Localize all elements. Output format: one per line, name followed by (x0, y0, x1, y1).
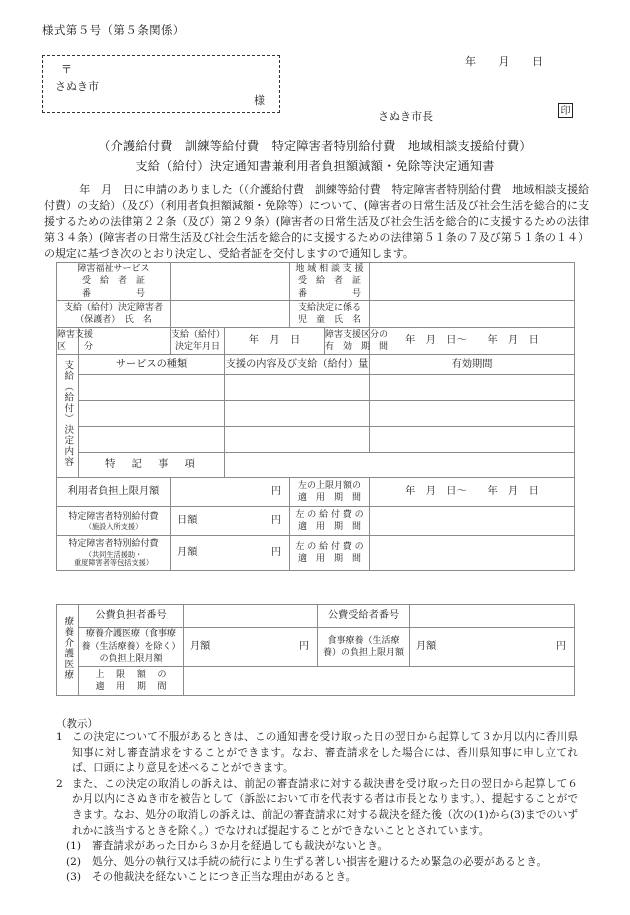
public-recipient-number-input[interactable] (410, 605, 575, 628)
seal-icon: 印 (558, 103, 573, 118)
medical-period-value[interactable] (184, 667, 575, 696)
category-period-label-l1: 障害支援区分の (325, 329, 389, 340)
valid-period-value-3[interactable] (370, 427, 575, 453)
beneficiary-name-label-l1: 支給（給付）決定障害者 (64, 302, 164, 313)
valid-period-value-2[interactable] (370, 401, 575, 427)
support-category-label (57, 328, 94, 355)
child-name-label-l2: 児 童 氏 名 (298, 315, 362, 326)
support-category-label-l2: 区 分 (57, 342, 94, 353)
notice-subitem-3-number: (3) (66, 871, 82, 884)
medical-cap-amount-label: 月額 (190, 640, 211, 652)
special-daily-label (57, 507, 171, 536)
notice-item-1 (56, 730, 578, 777)
user-cap-amount[interactable] (171, 478, 290, 507)
beneficiary-name-label-l2: （保護者） 氏 名 (75, 315, 152, 326)
notice-subitem-1 (66, 839, 578, 855)
regional-number-label (290, 263, 370, 301)
medical-vertical-text: 療養介護医療 (62, 615, 74, 681)
special-daily-label-sub: （施設入所支援） (84, 522, 143, 532)
issue-date-month: 月 (498, 55, 510, 68)
medical-cap-label-l3: の負担上限月額 (99, 654, 163, 665)
meal-cap-amount[interactable] (410, 628, 575, 667)
table-row-decision-header (57, 355, 575, 375)
public-payer-number-input[interactable] (184, 605, 318, 628)
user-cap-period-label-l1: 左の上限月額の (298, 480, 362, 491)
special-monthly-period-label-l1: 左 の 給 付 費 の (295, 541, 364, 552)
table-row-public-numbers (57, 605, 575, 628)
meal-cap-amount-row[interactable] (410, 640, 574, 654)
regional-number-label-l3: 番 号 (298, 288, 362, 299)
notice-item-1-number: 1 (56, 731, 63, 743)
notice-subitem-3 (66, 870, 578, 886)
special-monthly-label-main: 特定障害者特別給付費 (68, 539, 159, 550)
support-category-label-l1: 障害支援 (57, 329, 94, 340)
table-row-recipient-number (57, 263, 575, 301)
issuer-name: さぬき市長 (378, 110, 433, 123)
special-monthly-amount-row[interactable] (171, 546, 289, 560)
medical-period-label-l2: 適 用 期 間 (95, 682, 168, 692)
table-row-user-cap (57, 478, 575, 507)
special-daily-amount[interactable] (171, 507, 290, 536)
decision-date-value[interactable]: 年 月 日 (225, 328, 325, 355)
medical-period-label (79, 667, 184, 696)
special-daily-period-value[interactable] (370, 507, 575, 536)
issue-date-year: 年 (465, 55, 477, 68)
table-row-medical-cap (57, 628, 575, 667)
notice-subitem-2-text: 処分、処分の執行又は手続の続行により生ずる著しい損害を避けるため緊急の必要があるとき。 (92, 855, 548, 868)
regional-number-input[interactable] (370, 263, 575, 301)
special-daily-amount-row[interactable] (171, 514, 289, 528)
service-type-value-2[interactable] (79, 401, 225, 427)
recipient-number-label-l1: 障害福祉サービス (77, 264, 150, 274)
addressee-box (42, 55, 280, 113)
decision-content-vertical-label (57, 355, 79, 478)
user-cap-amount-unit: 円 (270, 486, 282, 498)
special-daily-period-label-l2: 適 用 期 間 (298, 522, 362, 533)
notice-item-2 (56, 777, 578, 839)
child-name-label (290, 301, 370, 328)
special-daily-period-label-l1: 左 の 給 付 費 の (295, 509, 364, 520)
special-monthly-label-sub2: 重度障害者等包括支援） (73, 558, 154, 568)
user-cap-period-label (290, 478, 370, 507)
service-type-value-1[interactable] (79, 375, 225, 401)
recipient-number-label (57, 263, 171, 301)
special-monthly-amount-unit: 円 (270, 547, 282, 559)
notice-item-2-text: また、この決定の取消しの訴えは、前記の審査請求に対する裁決書を受け取った日の翌日から起算して６か月以内にさぬき市を被告として（訴訟において市を代表する者は市長となります。）、提起することができます。なお、処分の取消しの訴えは、前記の審査請求に対する裁決を経た後（次の(1)から(3)までのいずれかに該当するときを除く。）でなければ提起することができないこととされています。 (72, 777, 578, 837)
special-daily-label-main: 特定障害者特別給付費 (68, 511, 159, 522)
decision-date-label-l1: 支給（給付） (171, 329, 226, 340)
meal-cap-label (318, 628, 410, 667)
user-cap-period-value[interactable]: 年 月 日～ 年 月 日 (370, 478, 575, 507)
notes-label: 特 記 事 項 (79, 453, 225, 478)
document-title-line2: 支給（給付）決定通知書兼利用者負担額減額・免除等決定通知書 (135, 159, 495, 173)
user-cap-period-label-l2: 適 用 期 間 (298, 493, 362, 504)
support-content-header: 支援の内容及び支給（給付）量 (225, 355, 370, 375)
beneficiary-name-value[interactable] (171, 301, 290, 328)
medical-cap-amount-unit: 円 (298, 640, 309, 652)
special-monthly-period-label-l2: 適 用 期 間 (298, 554, 362, 565)
notice-subitem-1-number: (1) (66, 840, 82, 853)
meal-cap-amount-label: 月額 (416, 640, 437, 652)
zip-mark: 〒 (61, 63, 72, 76)
category-period-label-l2: 有 効 期 間 (325, 342, 389, 353)
decision-table (56, 262, 575, 571)
form-number: 様式第５号（第５条関係） (42, 23, 185, 37)
medical-vertical-label (57, 605, 79, 696)
notice-item-1-text: この決定について不服があるときは、この通知書を受け取った日の翌日から起算して３か月以内に香川県知事に対し審査請求をすることができます。なお、審査請求をした場合には、香川県知事に申し立てれば、口頭により意見を述べることができます。 (72, 731, 578, 775)
category-period-value[interactable]: 年 月 日～ 年 月 日 (370, 328, 575, 355)
meal-cap-label-l2: 養）の負担上限月額 (322, 648, 404, 658)
special-daily-period-label (290, 507, 370, 536)
user-cap-label: 利用者負担上限月額 (57, 478, 171, 507)
recipient-number-label-l2: 受 給 者 証 (82, 276, 146, 287)
special-monthly-label (57, 536, 171, 571)
special-monthly-period-label (290, 536, 370, 571)
table-row-name (57, 301, 575, 328)
regional-number-label-l2: 受 給 者 証 (298, 276, 362, 287)
medical-cap-label-l1: 療養介護医療（食事療 (85, 629, 176, 640)
table-row-support-category (57, 328, 575, 355)
category-period-label (325, 328, 389, 355)
document-title-line1: （介護給付費 訓練等給付費 特定障害者特別給付費 地域相談支援給付費） (98, 139, 532, 153)
table-row-decision-1 (57, 375, 575, 401)
medical-cap-amount[interactable] (184, 628, 318, 667)
public-recipient-number-label: 公費受給者番号 (318, 605, 410, 628)
decision-content-vertical-text: 支給（給付）決定内容 (62, 360, 74, 468)
notes-value[interactable] (225, 453, 575, 478)
medical-period-label-l1: 上 限 額 の (95, 669, 168, 680)
valid-period-value-1[interactable] (370, 375, 575, 401)
table-row-notes (57, 453, 575, 478)
public-payer-number-label: 公費負担者番号 (79, 605, 184, 628)
notice-heading: （教示） (56, 718, 98, 730)
notice-item-2-number: 2 (56, 777, 63, 790)
notice-subitem-1-text: 審査請求があった日から３か月を経過しても裁決がないとき。 (92, 840, 389, 853)
notice-subitem-3-text: その他裁決を経ないことにつき正当な理由があるとき。 (92, 871, 357, 884)
child-name-label-l1: 支給決定に係る (298, 302, 362, 313)
service-type-value-3[interactable] (79, 427, 225, 453)
special-monthly-period-value[interactable] (370, 536, 575, 571)
support-content-value-1[interactable] (225, 375, 370, 401)
medical-cap-label (79, 628, 184, 667)
addressee-city: さぬき市 (55, 80, 99, 93)
child-name-value[interactable] (370, 301, 575, 328)
issue-date (465, 53, 544, 69)
regional-number-label-l1: 地 域 相 談 支 援 (295, 264, 364, 274)
valid-period-header: 有効期間 (370, 355, 575, 375)
medical-cap-label-l2: 養（生活療養）を除く） (81, 641, 181, 652)
support-content-value-3[interactable] (225, 427, 370, 453)
meal-cap-label-l1: 食事療養（生活療 (327, 635, 400, 646)
table-row-medical-period (57, 667, 575, 696)
special-daily-amount-unit: 円 (270, 515, 282, 527)
special-daily-amount-label: 日額 (177, 515, 198, 527)
notice-subitem-2-number: (2) (66, 855, 82, 868)
table-row-decision-3 (57, 427, 575, 453)
beneficiary-name-label (57, 301, 171, 328)
decision-date-label (171, 328, 225, 355)
intro-paragraph: 年 月 日に申請のありました（（介護給付費 訓練等給付費 特定障害者特別給付費 地域相談支援給付費）の支給）（及び）（利用者負担額減額・免除等）について、(障害者の日常生活及び社会生活を総合的に支援するための法律第２２条（及び）第２９条）(障害者の日常生活及び社会生活を総合的に支援するための法律第３４条）(障害者の日常生活及び社会生活を総合的に支援するための法律第５１条の７及び第５１条の１４）の規定に基づき次のとおり決定し、受給者証を交付しますので通知します。 (44, 183, 589, 261)
medical-care-table (56, 604, 575, 696)
table-row-special-monthly (57, 536, 575, 571)
special-monthly-label-sub1: （共同生活援助・ (84, 549, 143, 559)
notice-block (56, 730, 578, 886)
addressee-honorific: 様 (254, 94, 265, 107)
table-row-special-daily (57, 507, 575, 536)
special-monthly-amount-label: 月額 (177, 547, 198, 559)
decision-date-label-l2: 決定年月日 (175, 342, 221, 353)
notice-subitem-2 (66, 855, 578, 871)
service-type-header: サービスの種類 (79, 355, 225, 375)
special-monthly-amount[interactable] (171, 536, 290, 571)
meal-cap-amount-unit: 円 (555, 640, 566, 652)
issue-date-day: 日 (532, 55, 544, 68)
recipient-number-input[interactable] (171, 263, 290, 301)
user-cap-amount-row[interactable] (171, 485, 289, 499)
recipient-number-label-l3: 番 号 (82, 288, 146, 299)
support-content-value-2[interactable] (225, 401, 370, 427)
medical-cap-amount-row[interactable] (184, 640, 317, 654)
table-row-decision-2 (57, 401, 575, 427)
